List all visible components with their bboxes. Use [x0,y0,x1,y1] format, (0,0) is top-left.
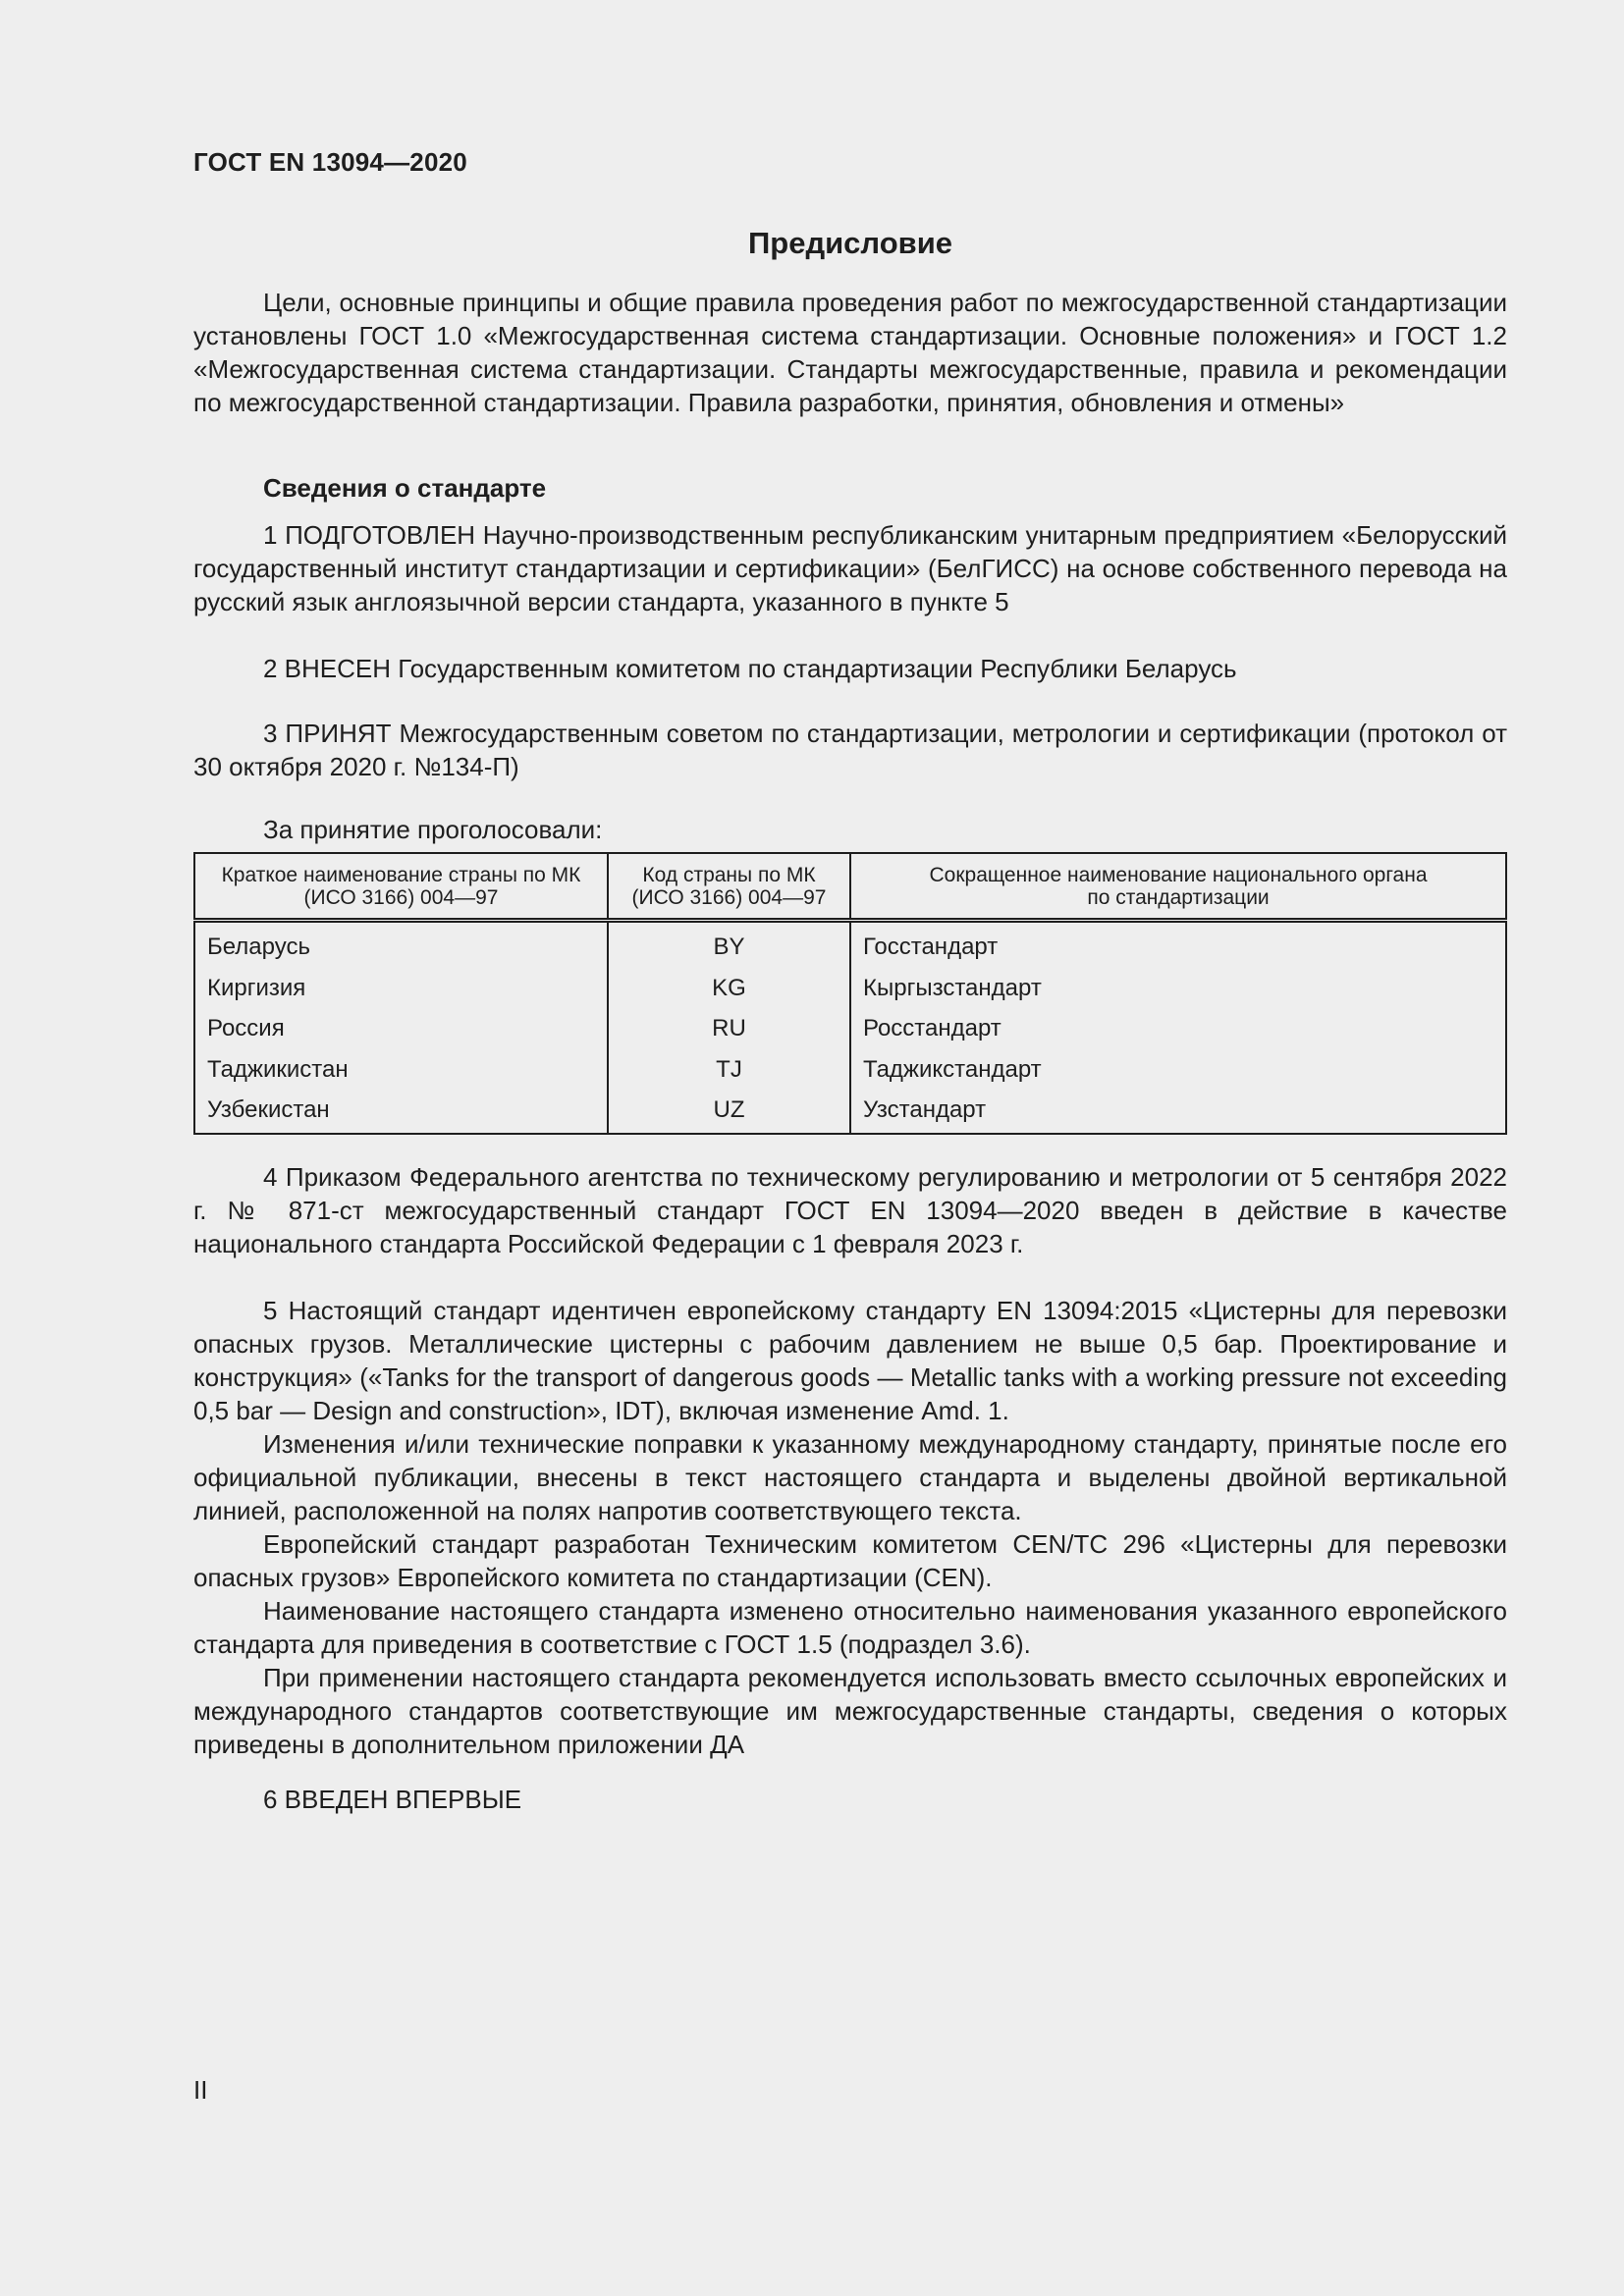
country-name-cell: Беларусь [194,921,608,968]
table-row [194,968,1506,1009]
country-code-cell: TJ [608,1049,850,1091]
header-national-body [850,853,1506,921]
votes-table [193,852,1507,1135]
item-1-block [193,518,1507,618]
header-country-code-line1: Код страны по МК [642,864,816,886]
table-row [194,1008,1506,1049]
item-1-paragraph: 1 ПОДГОТОВЛЕН Научно-производственным республиканским унитарным предприятием «Белорусский государственный институт стандартизации и сертификации» (БелГИСС) на основе собственного перевода на русский язык англоязычной версии стандарта, указанного в пункте 5 [193,520,1507,616]
national-body-cell: Росстандарт [863,1015,1001,1042]
item-5-paragraph-2: Изменения и/или технические поправки к указанному международному стандарту, принятые после его официальной публикации, внесены в текст настоящего стандарта и выделены двойной вертикальной линией, расположенной на полях напротив соответствующего текста. [193,1429,1507,1525]
intro-paragraph: Цели, основные принципы и общие правила проведения работ по межгосударственной стандартизации установлены ГОСТ 1.0 «Межгосударственная система стандартизации. Основные положения» и ГОСТ 1.2 «Межгосударственная система стандартизации. Стандарты межгосударственные, правила и рекомендации по межгосударственной стандартизации. Правила разработки, принятия, обновления и отмены» [193,288,1507,417]
country-code-cell: RU [608,1008,850,1049]
standard-info-heading: Сведения о стандарте [263,473,547,503]
country-name-cell: Россия [194,1008,608,1049]
country-name-cell: Узбекистан [194,1090,608,1134]
foreword-title: Предисловие [747,226,952,260]
header-country-name [194,853,608,921]
item-3-block [193,717,1507,783]
votes-table-header-row [194,853,1506,921]
item-2-block [193,652,1507,685]
header-country-code [608,853,850,921]
item-6-block [193,1783,1507,1816]
page-number: II [193,2075,208,2105]
item-5-paragraph-5: При применении настоящего стандарта рекомендуется использовать вместо ссылочных европейских и международного стандартов соответствующие им межгосударственные стандарты, сведения о которых приведены в дополнительном приложении ДА [193,1663,1507,1759]
item-5-paragraph-3: Европейский стандарт разработан Техническим комитетом CEN/TC 296 «Цистерны для перевозки опасных грузов» Европейского комитета по стандартизации (CEN). [193,1529,1507,1592]
item-5-paragraph-4: Наименование настоящего стандарта изменено относительно наименования указанного европейского стандарта для приведения в соответствие с ГОСТ 1.5 (подраздел 3.6). [193,1596,1507,1659]
national-body-cell: Госстандарт [863,934,999,960]
item-3-paragraph: 3 ПРИНЯТ Межгосударственным советом по стандартизации, метрологии и сертификации (протокол от 30 октября 2020 г. №134-П) [193,719,1507,781]
national-body-cell: Узстандарт [863,1096,987,1124]
item-2-paragraph: 2 ВНЕСЕН Государственным комитетом по стандартизации Республики Беларусь [263,654,1237,683]
country-name-cell: Киргизия [194,968,608,1009]
table-row [194,921,1506,968]
national-body-cell: Таджикстандарт [863,1055,1042,1083]
table-row [194,1049,1506,1091]
header-country-name-line2: (ИСО 3166) 004—97 [303,886,499,909]
country-code-cell: KG [608,968,850,1009]
header-country-name-line1: Краткое наименование страны по МК [221,864,581,886]
country-code-cell: BY [608,921,850,968]
country-code-cell: UZ [608,1090,850,1134]
item-6-paragraph: 6 ВВЕДЕН ВПЕРВЫЕ [263,1785,522,1814]
item-5-block [193,1294,1507,1761]
item-5-paragraph-1: 5 Настоящий стандарт идентичен европейскому стандарту EN 13094:2015 «Цистерны для перевозки опасных грузов. Металлические цистерны с рабочим давлением не выше 0,5 бар. Проектирование и конструкция» («Tanks for the transport of dangerous goods — Metallic tanks with a working pressure not exceeding 0,5 bar — Design and construction», IDT), включая изменение Amd. 1. [193,1296,1507,1425]
item-4-block [193,1160,1507,1260]
header-national-body-line2: по стандартизации [1087,886,1270,909]
table-row [194,1090,1506,1134]
country-name-cell: Таджикистан [194,1049,608,1091]
intro-block [193,286,1507,419]
header-country-code-line2: (ИСО 3166) 004—97 [631,886,827,909]
item-4-paragraph: 4 Приказом Федерального агентства по техническому регулированию и метрологии от 5 сентября 2022 г. № 871-ст межгосударственный стандарт ГОСТ EN 13094—2020 введен в действие в качестве национального стандарта Российской Федерации с 1 февраля 2023 г. [193,1162,1507,1258]
votes-label: За принятие проголосовали: [263,815,603,844]
header-national-body-line1: Сокращенное наименование национального органа [929,864,1428,886]
national-body-cell: Кыргызстандарт [863,974,1042,1001]
document-code-header: ГОСТ EN 13094—2020 [193,147,467,177]
